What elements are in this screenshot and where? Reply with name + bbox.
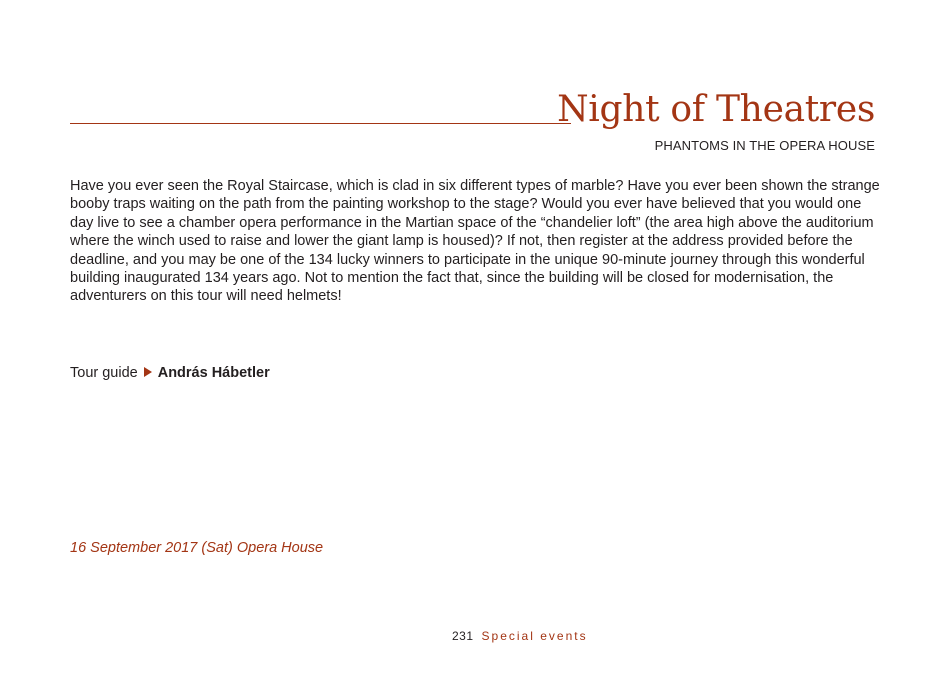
triangle-right-icon bbox=[144, 367, 152, 377]
page-title: Night of Theatres bbox=[557, 89, 875, 130]
body-paragraph: Have you ever seen the Royal Staircase, which is clad in six different types of marble? Have you ever been shown the strange booby traps waiting on the path from the painting workshop to the stage? Would you ever have believed that you would one day live to see a chamber opera performance in the Martian space of the “chandelier loft” (the area high above the auditorium where the winch used to raise and lower the giant lamp is housed)? If not, then register at the address provided before the deadline, and you may be one of the 134 lucky winners to participate in the unique 90-minute journey through this wonderful building inaugurated 134 years ago. Not to mention the fact that, since the building will be closed for modernisation, the adventurers on this tour will need helmets! bbox=[70, 178, 880, 305]
tour-guide-label: Tour guide bbox=[70, 365, 138, 381]
section-name: Special events bbox=[481, 629, 588, 643]
page-subtitle: PHANTOMS IN THE OPERA HOUSE bbox=[654, 138, 875, 153]
page-footer bbox=[452, 628, 588, 644]
event-date: 16 September 2017 (Sat) Opera House bbox=[70, 540, 324, 556]
tour-guide-name: András Hábetler bbox=[157, 365, 270, 381]
page-number: 231 bbox=[452, 629, 474, 643]
tour-guide-line bbox=[70, 364, 270, 382]
header-rule bbox=[70, 123, 571, 124]
